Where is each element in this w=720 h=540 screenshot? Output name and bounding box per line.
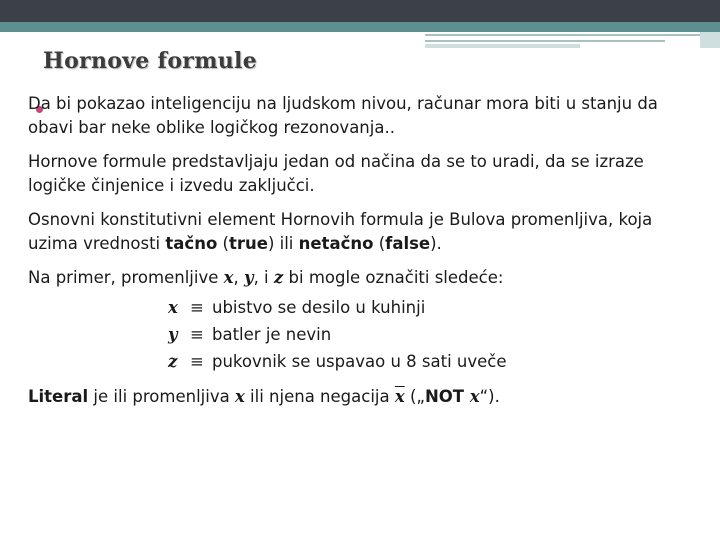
header-bar-dark [0, 0, 720, 22]
definition-row [168, 348, 688, 375]
equivalence-symbol: ≡ [190, 298, 204, 317]
text: Na primer, promenljive [28, 268, 224, 287]
text: je ili promenljiva [88, 387, 235, 406]
text: ( [217, 234, 229, 253]
paragraph-literal [28, 385, 688, 409]
definition-meaning: pukovnik se uspavao u 8 sati uveče [212, 352, 507, 371]
variable-x: x [223, 268, 234, 287]
text: Osnovni konstitutivni element Hornovih formula je Bulova promenljiva, koja uzima vrednosti [28, 210, 653, 253]
equivalence-symbol: ≡ [190, 325, 204, 344]
variable-y: y [243, 268, 254, 287]
variable-x-negated: $\overline{x}$ [394, 387, 405, 406]
header-deco-line [425, 40, 665, 42]
definition-meaning: ubistvo se desilo u kuhinji [212, 298, 426, 317]
definition-variable: z [168, 352, 178, 371]
term-false-en: false [385, 234, 431, 253]
text: ( [373, 234, 386, 253]
equivalence-symbol: ≡ [190, 352, 204, 371]
text: ) ili [267, 234, 299, 253]
definition-variable: x [168, 298, 178, 317]
definition-list [168, 294, 688, 375]
text: , [233, 268, 244, 287]
paragraph-example [28, 266, 688, 290]
slide-title: Hornove formule [43, 48, 258, 74]
term-not: NOT [424, 387, 470, 406]
definition-row [168, 294, 688, 321]
term-literal: Literal [28, 387, 89, 406]
variable-z: z [273, 268, 284, 287]
term-true-en: true [228, 234, 268, 253]
definition-variable: y [168, 325, 178, 344]
definition-row [168, 321, 688, 348]
term-true-sr: tačno [165, 234, 218, 253]
term-false-sr: netačno [298, 234, 374, 253]
header-deco-block [700, 32, 720, 48]
variable-x: x [469, 387, 480, 406]
text: („ [404, 387, 425, 406]
paragraph-intro: Da bi pokazao inteligenciju na ljudskom nivou, računar mora biti u stanju da obavi bar neke oblike logičkog rezonovanja.. [28, 94, 658, 137]
header-bar-teal [0, 22, 720, 32]
text: bi mogle označiti sledeće: [283, 268, 504, 287]
slide-content [28, 92, 688, 419]
text: , i [253, 268, 274, 287]
variable-x: x [234, 387, 245, 406]
paragraph-boolean-variable [28, 208, 688, 256]
text: “). [479, 387, 500, 406]
header-deco-block [425, 44, 580, 48]
text: ). [430, 234, 442, 253]
definition-meaning: batler je nevin [212, 325, 332, 344]
header-deco-line [425, 34, 720, 36]
text: ili njena negacija [244, 387, 395, 406]
paragraph-horn-purpose: Hornove formule predstavljaju jedan od načina da se to uradi, da se izraze logičke činjenice i izvedu zaključci. [28, 152, 644, 195]
